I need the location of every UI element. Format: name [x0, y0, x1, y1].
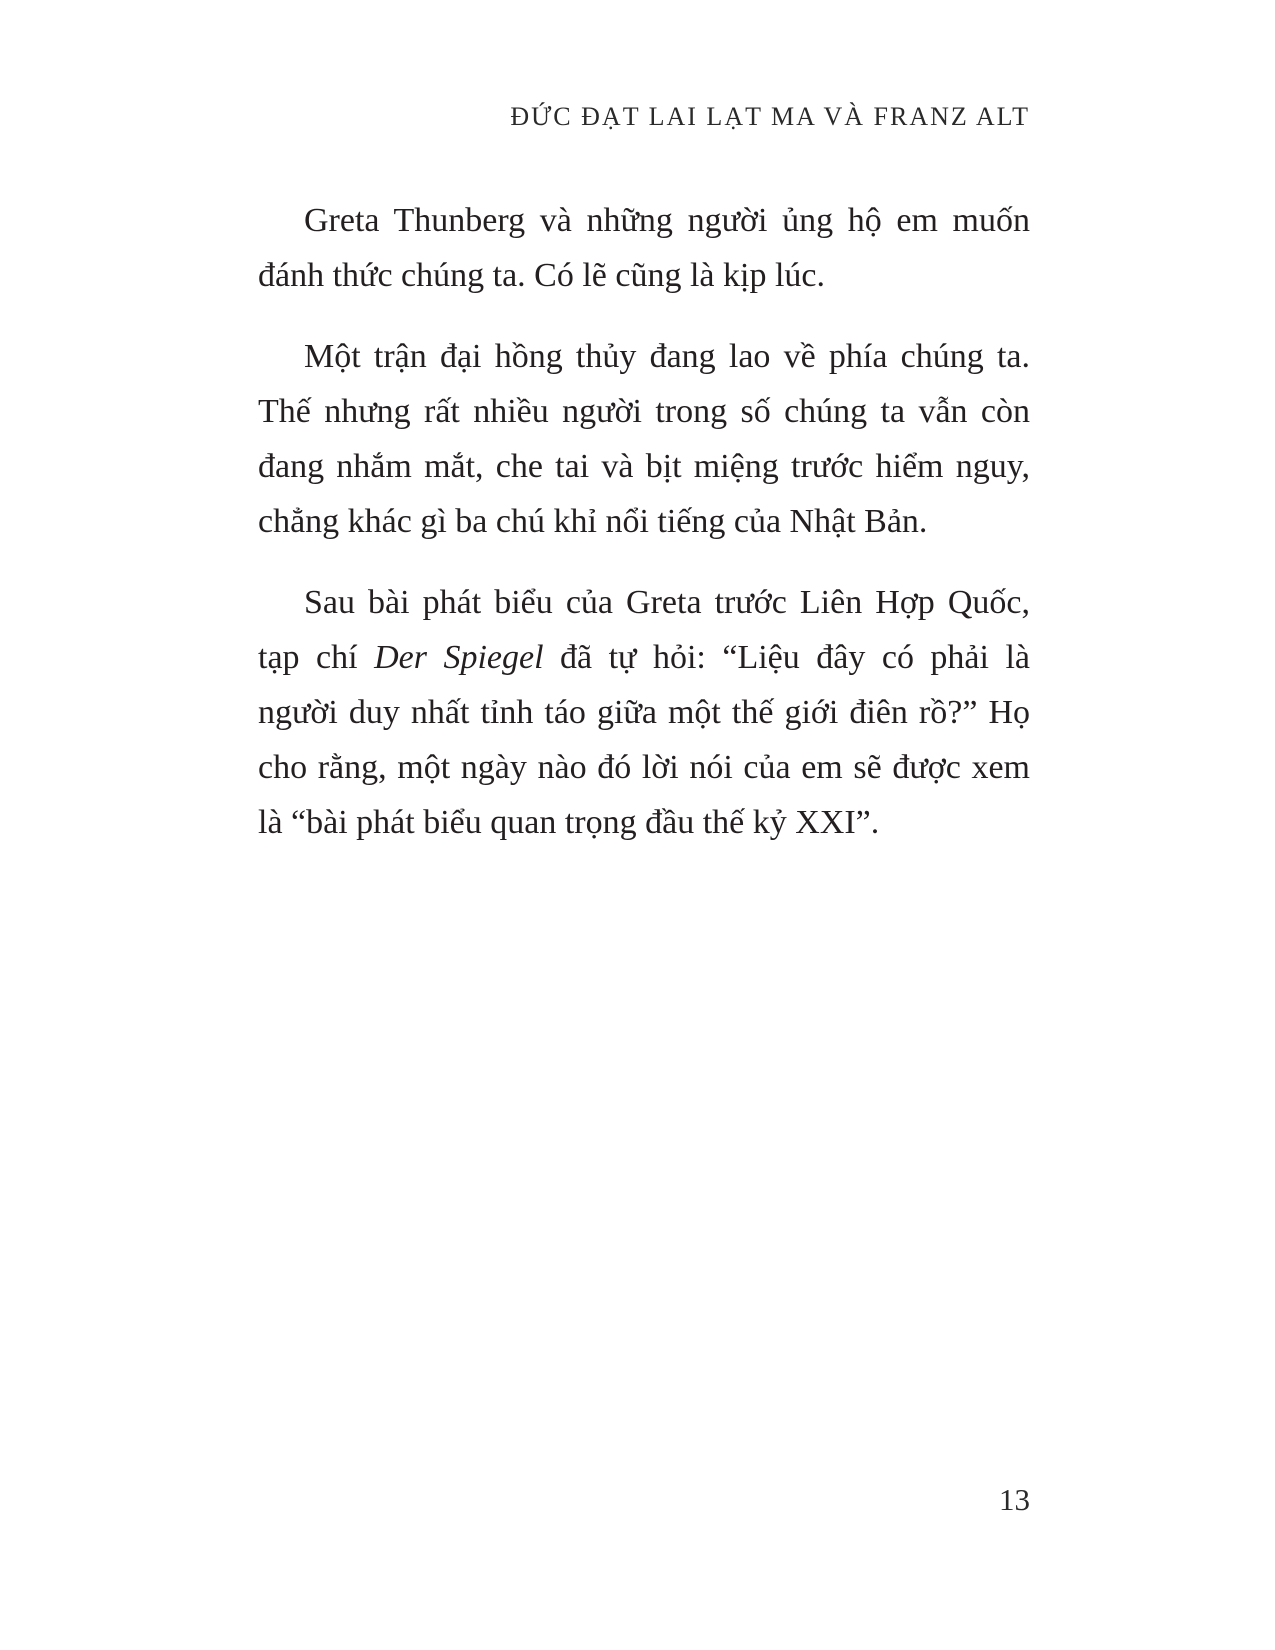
paragraph-1: Greta Thunberg và những người ủng hộ em muốn đánh thức chúng ta. Có lẽ cũng là kịp lúc. [258, 202, 1030, 294]
paragraph-3 [258, 575, 1030, 850]
page-number: 13 [999, 1482, 1030, 1517]
paragraph-3-pre-italic: Sau bài phát biểu của Greta trước Liên Hợp Quốc, tạp chí [258, 584, 1030, 676]
paragraph-2: Một trận đại hồng thủy đang lao về phía chúng ta. Thế nhưng rất nhiều người trong số chúng ta vẫn còn đang nhắm mắt, che tai và bịt miệng trước hiểm nguy, chẳng khác gì ba chú khỉ nổi tiếng của Nhật Bản. [258, 338, 1030, 540]
body-text [258, 193, 1030, 850]
running-header: ĐỨC ĐẠT LAI LẠT MA VÀ FRANZ ALT [510, 102, 1030, 131]
text-column [258, 0, 1030, 850]
magazine-title-der-spiegel: Der Spiegel [374, 639, 544, 676]
paragraph-3-post-italic: đã tự hỏi: “Liệu đây có phải là người duy nhất tỉnh táo giữa một thế giới điên rồ?” Họ cho rằng, một ngày nào đó lời nói của em sẽ được xem là “bài phát biểu quan trọng đầu thế kỷ XXI”. [258, 639, 1031, 841]
